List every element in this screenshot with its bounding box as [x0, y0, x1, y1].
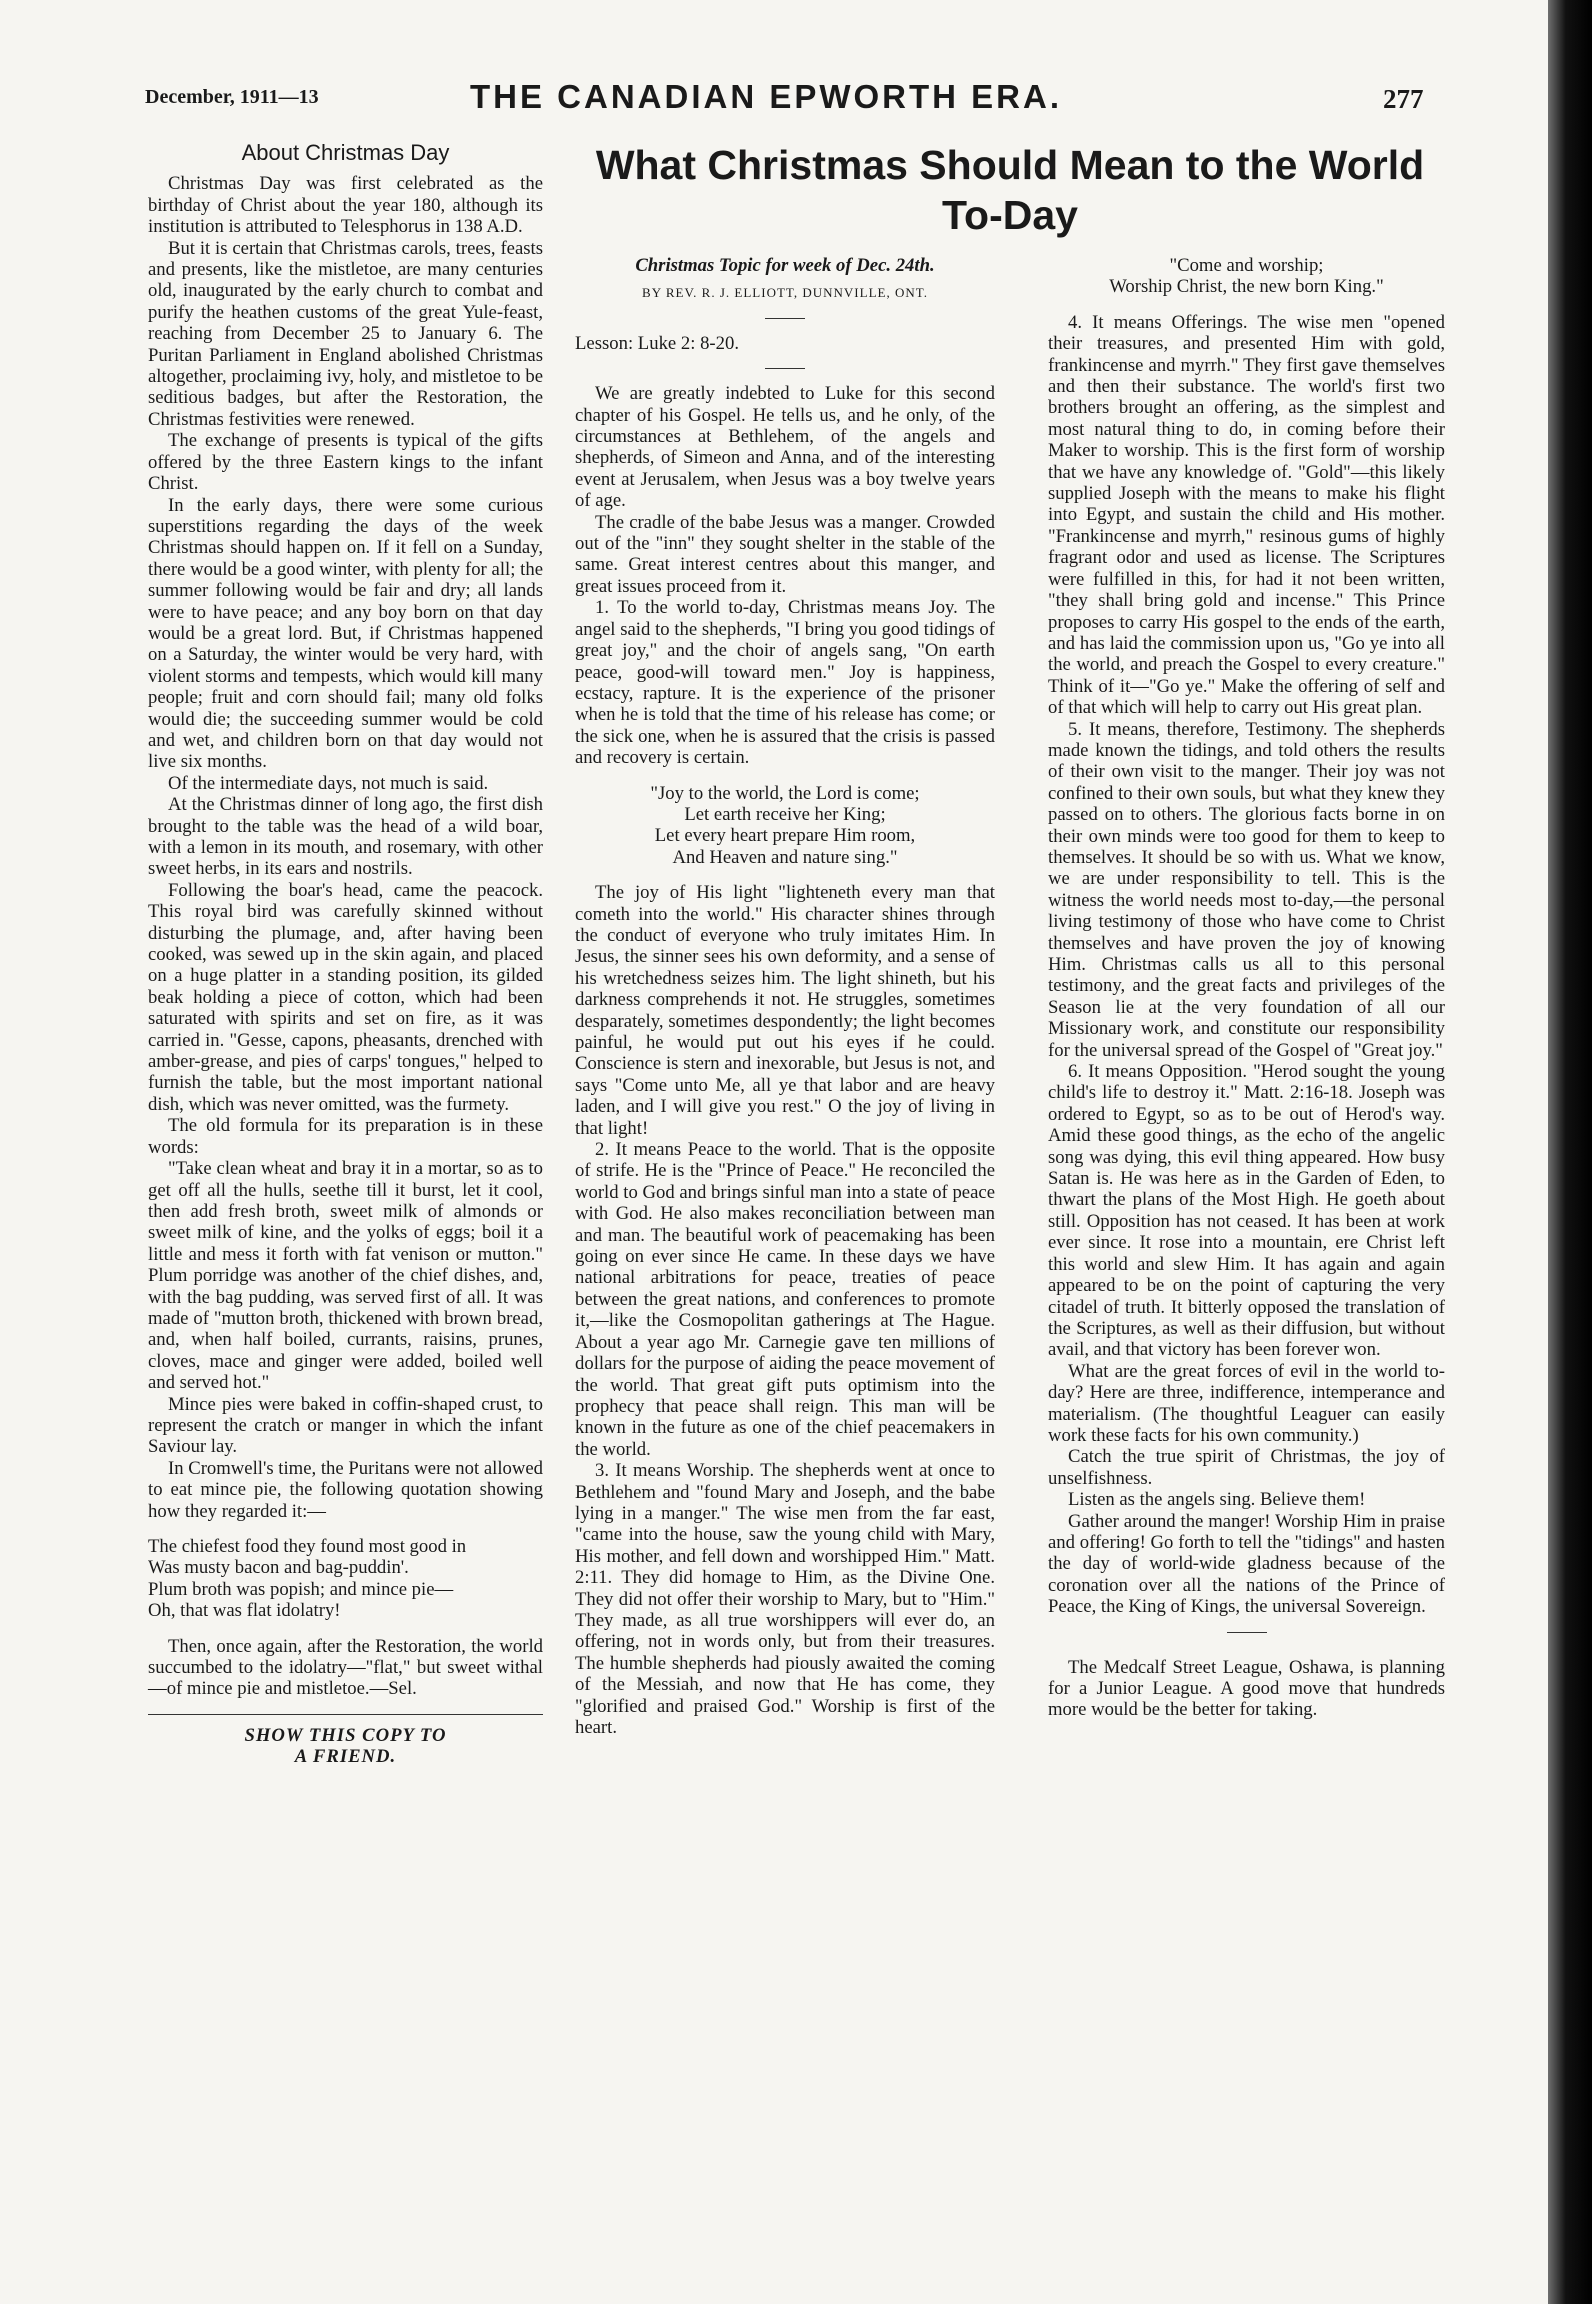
publication-title: THE CANADIAN EPWORTH ERA.	[470, 78, 1062, 115]
hymn-line: "Joy to the world, the Lord is come;	[650, 782, 920, 804]
paragraph: 1. To the world to-day, Christmas means Joy. The angel said to the shepherds, "I bring you good tidings of great joy," and the choir of angels sang, "On earth peace, good-will toward men." Joy is happiness, ecstacy, rapture. It is the experience of the prisoner when he is told that the time of his release has come; or the sick one, when he is assured that the crisis is passed and recovery is certain.	[575, 597, 995, 769]
paragraph: 3. It means Worship. The shepherds went at once to Bethlehem and "found Mary and Joseph, and the babe lying in a manger." The wise men from the far east, "came into the house, saw the young child with Mary, His mother, and fell down and worshipped Him." Matt. 2:11. They did homage to Him, as the Divine One. They did not offer their worship to Mary, but to "Him." They made, as all true worshippers will ever do, an offering, not in words only, but from their treasures. The humble shepherds had piously awaited the coming of the Messiah, and now that He has come, they "glorified and praised God." Worship is first of the heart.	[575, 1460, 995, 1738]
paragraph: The old formula for its preparation is in these words:	[148, 1115, 543, 1158]
left-column	[148, 140, 543, 1768]
share-notice-line1: SHOW THIS COPY TO	[244, 1724, 447, 1746]
hymn-quote	[575, 783, 995, 869]
paragraph: The joy of His light "lighteneth every man that cometh into the world." His character shines through the conduct of everyone who truly imitates Him. In Jesus, the sinner sees his own deformity, and a sense of his wretchedness seizes him. The light shineth, but his darkness comprehends it not. He struggles, sometimes desparately, sometimes despondently; the light becomes painful, he would put out his eyes if he could. Conscience is stern and inexorable, but Jesus is not, and says "Come unto Me, all ye that labor and are heavy laden, and I will give you rest." O the joy of living in that light!	[575, 882, 995, 1139]
paragraph: Catch the true spirit of Christmas, the joy of unselfishness.	[1048, 1446, 1445, 1489]
article-topic: Christmas Topic for week of Dec. 24th.	[635, 255, 935, 276]
paragraph: 2. It means Peace to the world. That is the opposite of strife. He is the "Prince of Peace." He reconciled the world to God and brings sinful man into a state of peace with God. He also makes reconciliation between man and man. The beautiful work of peacemaking has been going on ever since He came. In these days we have national arbitrations for peace, treaties of peace between the great nations, and conferences to promote it,—like the Cosmopolitan gatherings at The Hague. About a year ago Mr. Carnegie gave ten millions of dollars for the purpose of aiding the peace movement of the world. That great gift puts optimism into the prophecy that peace shall reign. This man will be known in the future as one of the chief peacemakers in the world.	[575, 1139, 995, 1460]
paragraph: But it is certain that Christmas carols, trees, feasts and presents, like the mistletoe, are many centuries old, inaugurated by the early church to combat and purify the heathen customs of the great Yule-feast, reaching from December 25 to January 6. The Puritan Parliament in England abolished Christmas altogether, proclaiming ivy, holy, and mistletoe to be seditious badges, but after the Restoration, the Christmas festivities were renewed.	[148, 237, 543, 430]
league-notice: The Medcalf Street League, Oshawa, is planning for a Junior League. A good move that hundreds more would be the better for taking.	[1048, 1656, 1445, 1721]
poem-line: Was musty bacon and bag-puddin'.	[148, 1557, 409, 1579]
poem-line: The chiefest food they found most good in	[148, 1536, 467, 1557]
right-column	[1048, 255, 1445, 1721]
divider	[1227, 1632, 1267, 1633]
verse-line: Worship Christ, the new born King."	[1109, 276, 1384, 298]
poem-line: Plum broth was popish; and mince pie—	[148, 1578, 454, 1600]
paragraph: "Take clean wheat and bray it in a mortar, so as to get off all the hulls, seethe till it burst, let it cool, then add fresh broth, sweet milk of almonds or sweet milk of kine, and the yolks of eggs; boil it a little and mess it forth with fat venison or mutton." Plum porridge was another of the chief dishes, and, with the bag pudding, was served first of all. It was made of "mutton broth, thickened with brown bread, and, when half boiled, currants, raisins, prunes, cloves, mace and ginger were added, boiled well and served hot."	[148, 1158, 543, 1394]
paragraph: Following the boar's head, came the peacock. This royal bird was carefully skinned without disturbing the plumage, and, after having been cooked, was sewed up in the skin again, and placed on a huge platter in a standing position, its gilded beak holding a piece of cotton, which had been saturated with spirits and set on fire, as it was carried in. "Gesse, capons, pheasants, drenched with amber-grease, and pies of carps' tongues," helped to furnish the table, but the most important national dish, which was never omitted, was the furmety.	[148, 879, 543, 1115]
paragraph: 6. It means Opposition. "Herod sought the young child's life to destroy it." Matt. 2:16-18. Joseph was ordered to Egypt, so as to be out of Herod's way. Amid these good things, as the echo of the angelic song was dying, this evil thing appeared. How busy Satan is. He was here as in the Garden of Eden, to thwart the plans of the Most High. He goeth about still. Opposition has not ceased. It has been at work ever since. It rose into a mountain, ere Christ left this world and slew Him. It has again and again appeared to be on the point of capturing the very citadel of truth. It bitterly opposed the translation of the Scriptures, as well as their diffusion, but without avail, and that victory has been forever won.	[1048, 1061, 1445, 1361]
verse-line: "Come and worship;	[1169, 255, 1324, 276]
middle-column	[575, 255, 995, 1738]
issue-date: December, 1911—13	[145, 86, 319, 108]
hymn-line: Let every heart prepare Him room,	[654, 825, 916, 847]
paragraph: 5. It means, therefore, Testimony. The shepherds made known the tidings, and told others the results of their own visit to the manger. Their joy was not confined to their own souls, but what they knew they passed on to others. The glorious facts borne in on their own minds were too good for them to keep to themselves. It should be so with us. What we know, we are under responsibility to tell. This is the witness the world needs most to-day,—the personal living testimony of those who have come to Christ themselves and have proven the joy of knowing Him. Christmas calls us all to this personal testimony, and the great facts and privileges of the Season lie at the very foundation of all our Missionary work, and constitute our responsibility for the universal spread of the Gospel of "Great joy."	[1048, 718, 1445, 1061]
paragraph: In the early days, there were some curious superstitions regarding the days of the week Christmas should happen on. If it fell on a Sunday, there would be a good winter, with plenty for all; the summer following would be fair and dry; all lands were to have peace; and any boy born on that day would be a great lord. But, if Christmas happened on a Saturday, the winter would be very hard, with violent storms and tempests, which would kill many people; fruit and corn should fail; many old folks would die; the succeeding summer would be cold and wet, and children born on that day would not live six months.	[148, 494, 543, 773]
paragraph: 4. It means Offerings. The wise men "opened their treasures, and presented Him with gold, frankincense and myrrh." They first gave themselves and then their substance. The world's first two brothers brought an offering, as the simplest and most natural thing to do, in coming before their Maker to worship. This is the first form of worship that we have any knowledge of. "Gold"—this likely supplied Joseph with the means to make his flight into Egypt, and sustain the child and His mother. "Frankincense and myrrh," resinous gums of highly fragrant odor and used as license. The Scriptures were fulfilled in this, for had it not been written, "they shall bring gold and incense." This Prince proposes to carry His gospel to the ends of the earth, and has laid the commission upon us, "Go ye into all the world, and preach the Gospel to every creature." Think of it—"Go ye." Make the offering of self and of that which will help to carry out His great plan.	[1048, 311, 1445, 719]
divider	[765, 368, 805, 369]
page-number: 277	[1383, 84, 1424, 114]
page-edge-shadow	[1548, 0, 1592, 2304]
paragraph: Mince pies were baked in coffin-shaped crust, to represent the cratch or manger in which the infant Saviour lay.	[148, 1393, 543, 1458]
poem	[148, 1536, 543, 1622]
paragraph: Christmas Day was first celebrated as the birthday of Christ about the year 180, although its institution is attributed to Telesphorus in 138 A.D.	[148, 173, 543, 238]
section-title: About Christmas Day	[241, 140, 450, 165]
page-header	[0, 78, 1548, 128]
hymn-line: And Heaven and nature sing."	[672, 846, 898, 868]
poem-line: Oh, that was flat idolatry!	[148, 1600, 341, 1622]
article-byline: BY REV. R. J. ELLIOTT, DUNNVILLE, ONT.	[642, 285, 928, 301]
lesson-reference: Lesson: Luke 2: 8-20.	[575, 332, 740, 354]
paragraph: The cradle of the babe Jesus was a manger. Crowded out of the "inn" they sought shelter in the stable of the same. Great interest centres about this manger, and great issues proceed from it.	[575, 511, 995, 597]
paragraph: The exchange of presents is typical of the gifts offered by the three Eastern kings to the infant Christ.	[148, 430, 543, 495]
paragraph: At the Christmas dinner of long ago, the first dish brought to the table was the head of a wild boar, with a lemon in its mouth, and rosemary, with other sweet herbs, in its ears and nostrils.	[148, 794, 543, 880]
article-title: What Christmas Should Mean to the World To-Day	[595, 142, 1425, 238]
paragraph: Gather around the manger! Worship Him in praise and offering! Go forth to tell the "tidings" and hasten the day of world-wide gladness because of the coronation over all the nations of the Prince of Peace, the King of Kings, the universal Sovereign.	[1048, 1510, 1445, 1618]
paragraph: What are the great forces of evil in the world to-day? Here are three, indifference, intemperance and materialism. (The thoughtful Leaguer can easily work these facts for his own community.)	[1048, 1360, 1445, 1446]
paragraph: Listen as the angels sing. Believe them!	[1068, 1489, 1366, 1511]
share-notice-line2: A FRIEND.	[294, 1746, 397, 1768]
worship-verse	[1048, 255, 1445, 298]
divider	[148, 1714, 543, 1715]
divider	[765, 318, 805, 319]
paragraph: In Cromwell's time, the Puritans were not allowed to eat mince pie, the following quotation showing how they regarded it:—	[148, 1457, 543, 1522]
hymn-line: Let earth receive her King;	[684, 803, 886, 825]
closing-paragraph: Then, once again, after the Restoration, the world succumbed to the idolatry—"flat," but sweet withal—of mince pie and mistletoe.—Sel.	[148, 1635, 543, 1700]
paragraph: Of the intermediate days, not much is said.	[168, 772, 489, 794]
paragraph: We are greatly indebted to Luke for this second chapter of his Gospel. He tells us, and he only, of the circumstances at Bethlehem, of the angels and shepherds, of Simeon and Anna, and of the interesting event at Jerusalem, when Jesus was a boy twelve years of age.	[575, 383, 995, 512]
